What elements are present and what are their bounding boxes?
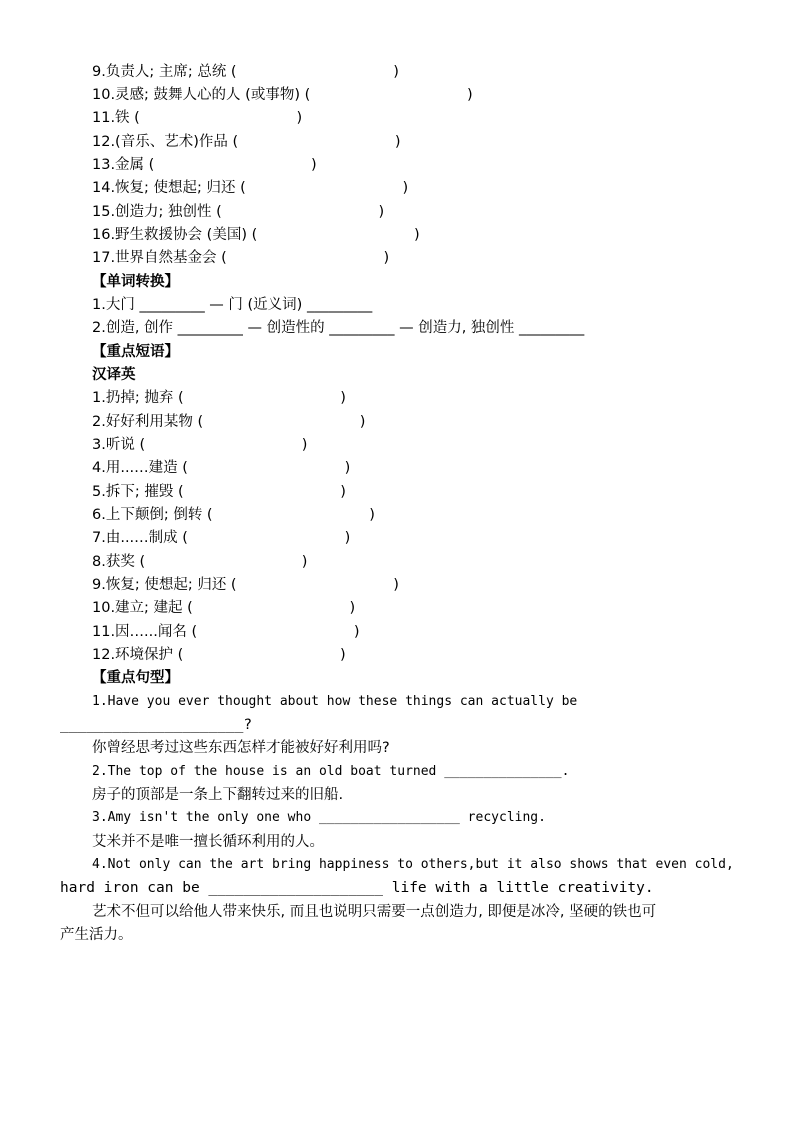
phrases-heading: 【重点短语】 [92, 344, 179, 360]
sentence-4-en-b: hard iron can be ____________________ life with a little creativity. [60, 880, 654, 896]
sentence-1-en-a: 1.Have you ever thought about how these things can actually be [92, 694, 578, 709]
phrase-item-4: 4.用...…建造 ( ) [92, 460, 351, 476]
phrases-subheading: 汉译英 [92, 367, 136, 383]
phrase-item-7: 7.由...…制成 ( ) [92, 530, 351, 546]
vocab-item-9: 9.负责人; 主席; 总统 ( ) [92, 64, 399, 80]
sentence-3-cn: 艾米并不是唯一擅长循环利用的人。 [92, 834, 324, 850]
phrase-item-2: 2.好好利用某物 ( ) [92, 414, 366, 430]
sentence-4-cn-b: 产生活力。 [60, 927, 133, 943]
phrase-item-8: 8.获奖 ( ) [92, 554, 308, 570]
vocab-item-16: 16.野生救援协会 (美国) ( ) [92, 227, 420, 243]
phrase-item-10: 10.建立; 建起 ( ) [92, 600, 356, 616]
vocab-item-12: 12.(音乐、艺术)作品 ( ) [92, 134, 401, 150]
vocab-item-11: 11.铁 ( ) [92, 110, 303, 126]
phrase-item-1: 1.扔掉; 抛弃 ( ) [92, 390, 346, 406]
word-conversion-line-1: 1.大门 _________ — 门 (近义词) _________ [92, 297, 373, 313]
vocab-item-17: 17.世界自然基金会 ( ) [92, 250, 390, 266]
sentences-heading: 【重点句型】 [92, 670, 179, 686]
word-conversion-heading: 【单词转换】 [92, 274, 179, 290]
sentence-2-en: 2.The top of the house is an old boat turned _______________. [92, 764, 570, 779]
sentence-4-cn-a: 艺术不但可以给他人带来快乐, 而且也说明只需要一点创造力, 即便是冰冷, 坚硬的铁也可 [92, 904, 657, 920]
vocab-item-14: 14.恢复; 使想起; 归还 ( ) [92, 180, 409, 196]
phrase-item-6: 6.上下颠倒; 倒转 ( ) [92, 507, 375, 523]
phrase-item-9: 9.恢复; 使想起; 归还 ( ) [92, 577, 399, 593]
phrase-item-3: 3.听说 ( ) [92, 437, 308, 453]
sentence-1-cn: 你曾经思考过这些东西怎样才能被好好利用吗? [92, 740, 390, 756]
sentence-2-cn: 房子的顶部是一条上下翻转过来的旧船. [92, 787, 344, 803]
phrase-item-12: 12.环境保护 ( ) [92, 647, 346, 663]
phrase-item-11: 11.因…...闻名 ( ) [92, 624, 360, 640]
sentence-3-en: 3.Amy isn't the only one who __________________ recycling. [92, 810, 546, 825]
vocab-item-10: 10.灵感; 鼓舞人心的人 (或事物) ( ) [92, 87, 473, 103]
sentence-1-en-b: _____________________? [60, 717, 253, 733]
vocab-item-13: 13.金属 ( ) [92, 157, 317, 173]
sentence-4-en-a: 4.Not only can the art bring happiness to others,but it also shows that even cold, [92, 857, 734, 872]
vocab-item-15: 15.创造力; 独创性 ( ) [92, 204, 385, 220]
word-conversion-line-2: 2.创造, 创作 _________ — 创造性的 _________ — 创造力, 独创性 _________ [92, 320, 585, 336]
phrase-item-5: 5.拆下; 摧毁 ( ) [92, 484, 346, 500]
